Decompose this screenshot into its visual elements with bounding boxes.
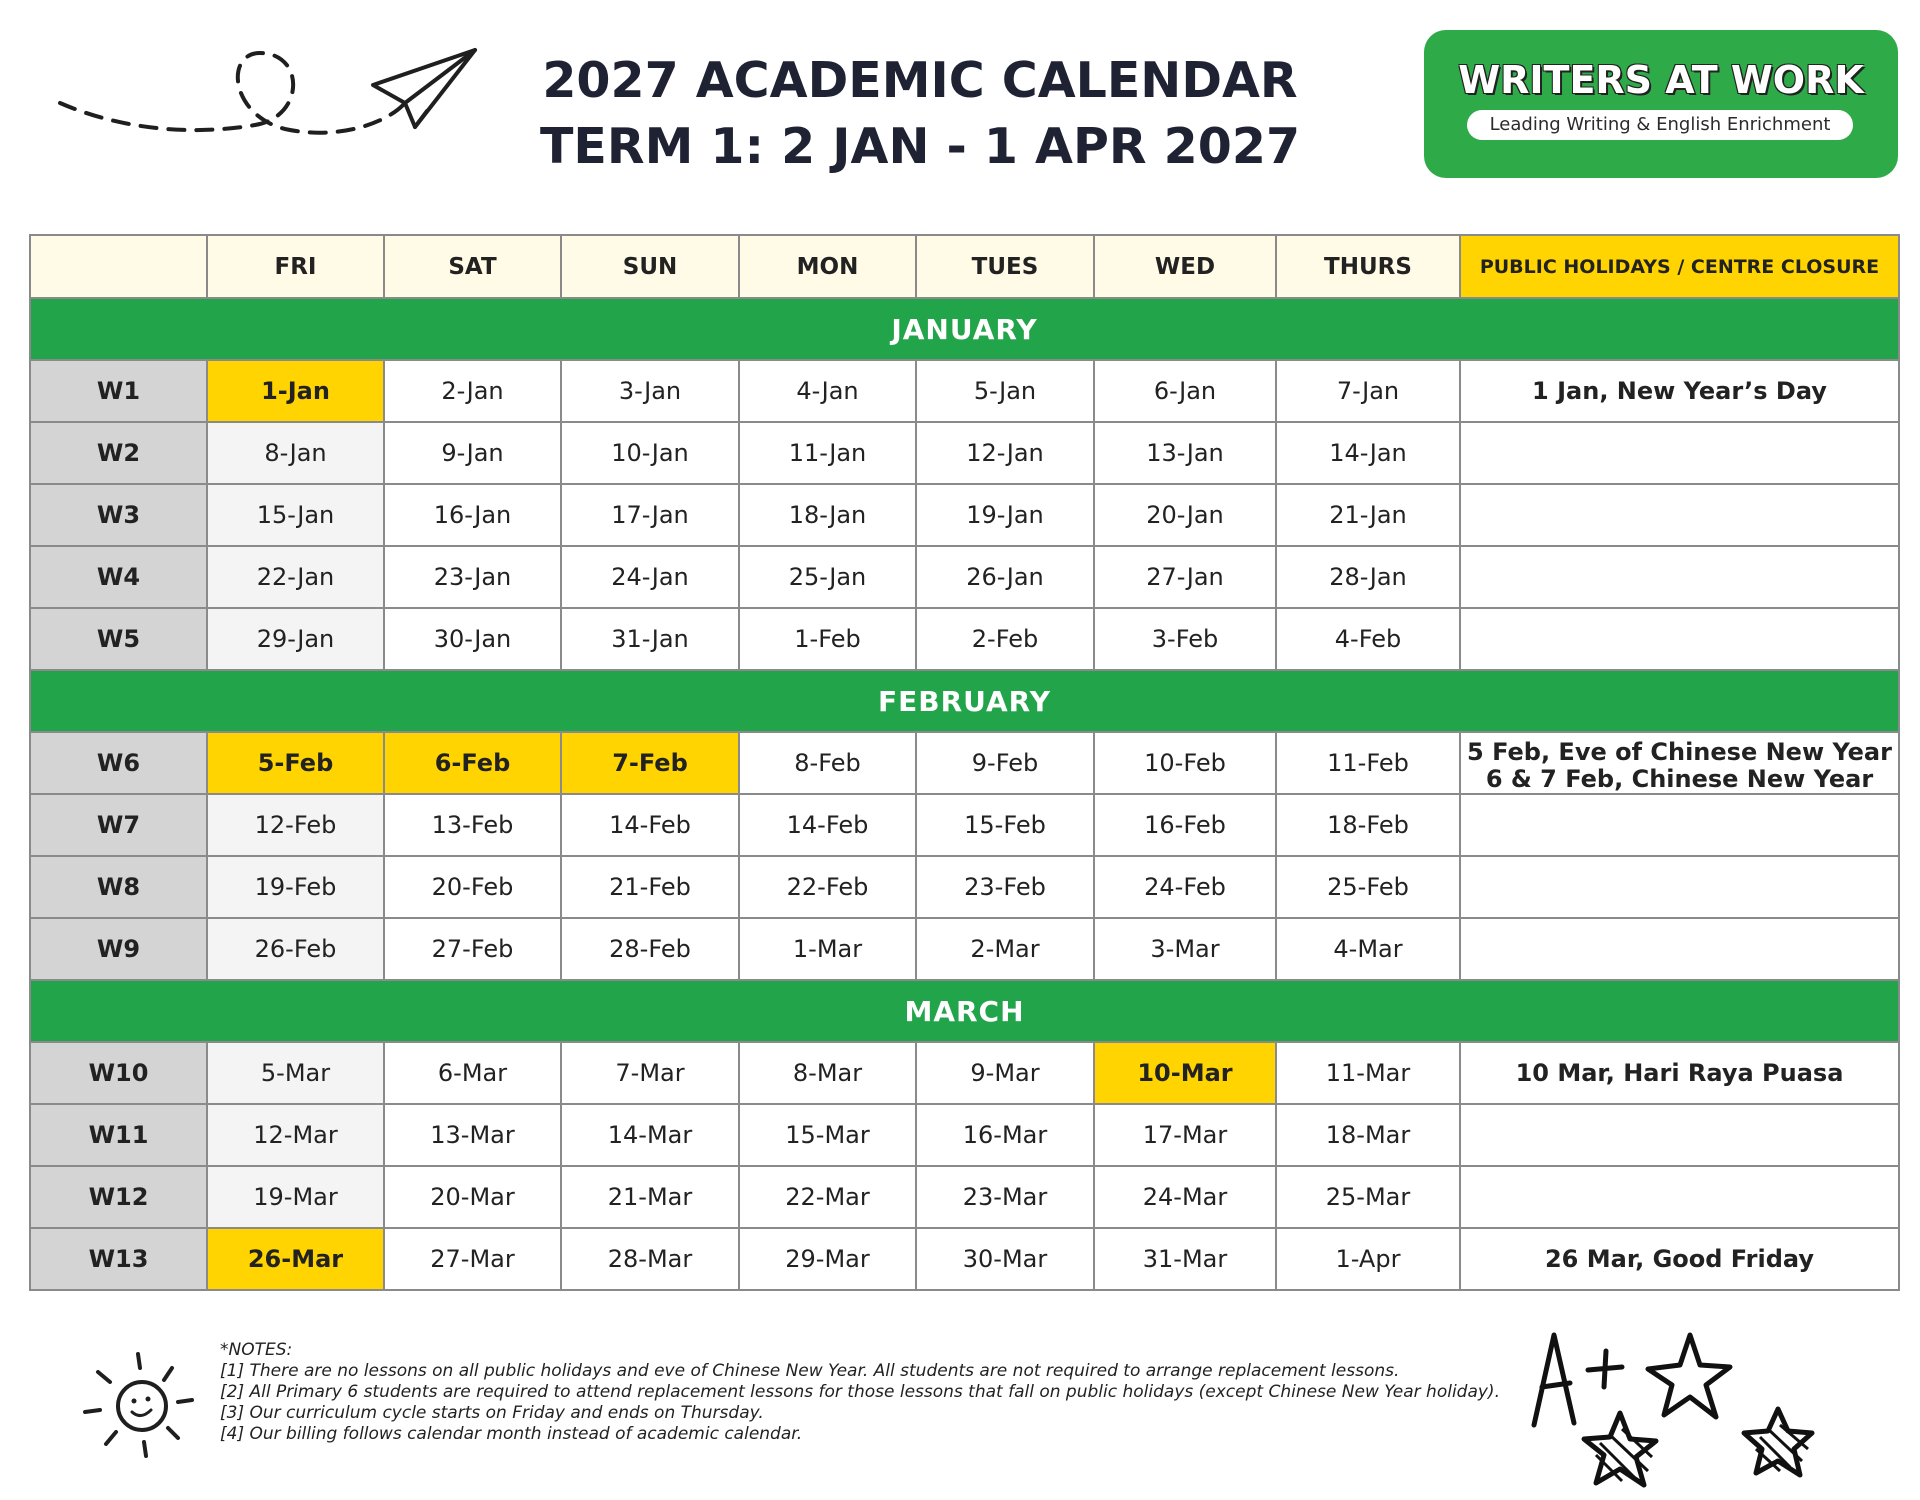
date-cell: 5-Jan bbox=[916, 360, 1094, 422]
calendar-table bbox=[29, 234, 1900, 1291]
header-day: SAT bbox=[384, 235, 561, 298]
date-cell: 30-Jan bbox=[384, 608, 561, 670]
holiday-note-cell bbox=[1460, 360, 1899, 422]
header-day: SUN bbox=[561, 235, 739, 298]
date-cell: 26-Jan bbox=[916, 546, 1094, 608]
date-cell: 20-Mar bbox=[384, 1166, 561, 1228]
date-cell: 28-Mar bbox=[561, 1228, 739, 1290]
title-line-2: TERM 1: 2 JAN - 1 APR 2027 bbox=[539, 118, 1301, 175]
date-cell: 10-Feb bbox=[1094, 732, 1276, 794]
date-cell: 16-Jan bbox=[384, 484, 561, 546]
week-row bbox=[30, 422, 1899, 484]
week-label: W11 bbox=[30, 1104, 207, 1166]
date-cell: 20-Jan bbox=[1094, 484, 1276, 546]
month-row bbox=[30, 980, 1899, 1042]
holiday-note: 26 Mar, Good Friday bbox=[1544, 1244, 1815, 1273]
date-cell: 20-Feb bbox=[384, 856, 561, 918]
week-row bbox=[30, 608, 1899, 670]
date-cell: 19-Feb bbox=[207, 856, 384, 918]
date-cell: 7-Jan bbox=[1276, 360, 1460, 422]
holiday-note: 10 Mar, Hari Raya Puasa bbox=[1515, 1058, 1844, 1087]
date-cell: 13-Jan bbox=[1094, 422, 1276, 484]
date-cell: 4-Feb bbox=[1276, 608, 1460, 670]
week-label: W13 bbox=[30, 1228, 207, 1290]
date-cell: 19-Jan bbox=[916, 484, 1094, 546]
holiday-note: 5 Feb, Eve of Chinese New Year bbox=[1467, 737, 1892, 766]
date-cell: 25-Mar bbox=[1276, 1166, 1460, 1228]
sun-icon bbox=[80, 1350, 200, 1460]
date-cell: 9-Jan bbox=[384, 422, 561, 484]
header-day: WED bbox=[1094, 235, 1276, 298]
holiday-note: 6 & 7 Feb, Chinese New Year bbox=[1485, 764, 1874, 793]
week-label: W8 bbox=[30, 856, 207, 918]
date-cell: 16-Mar bbox=[916, 1104, 1094, 1166]
holiday-date-cell: 7-Feb bbox=[561, 732, 739, 794]
month-label: JANUARY bbox=[30, 298, 1899, 360]
header-day: FRI bbox=[207, 235, 384, 298]
date-cell: 1-Apr bbox=[1276, 1228, 1460, 1290]
holiday-note-cell bbox=[1460, 794, 1899, 856]
date-cell: 6-Jan bbox=[1094, 360, 1276, 422]
date-cell: 27-Feb bbox=[384, 918, 561, 980]
logo-title: WRITERS AT WORK bbox=[1458, 58, 1864, 102]
holiday-note-cell bbox=[1460, 856, 1899, 918]
date-cell: 16-Feb bbox=[1094, 794, 1276, 856]
holiday-note-cell bbox=[1460, 484, 1899, 546]
date-cell: 30-Mar bbox=[916, 1228, 1094, 1290]
date-cell: 21-Feb bbox=[561, 856, 739, 918]
date-cell: 17-Jan bbox=[561, 484, 739, 546]
week-label: W3 bbox=[30, 484, 207, 546]
date-cell: 17-Mar bbox=[1094, 1104, 1276, 1166]
header-public-holidays: PUBLIC HOLIDAYS / CENTRE CLOSURE bbox=[1460, 235, 1899, 298]
date-cell: 3-Jan bbox=[561, 360, 739, 422]
week-label: W6 bbox=[30, 732, 207, 794]
month-label: MARCH bbox=[30, 980, 1899, 1042]
date-cell: 24-Feb bbox=[1094, 856, 1276, 918]
holiday-note-cell bbox=[1460, 918, 1899, 980]
week-label: W2 bbox=[30, 422, 207, 484]
date-cell: 3-Mar bbox=[1094, 918, 1276, 980]
date-cell: 4-Jan bbox=[739, 360, 916, 422]
week-label: W5 bbox=[30, 608, 207, 670]
date-cell: 9-Mar bbox=[916, 1042, 1094, 1104]
date-cell: 15-Jan bbox=[207, 484, 384, 546]
month-row bbox=[30, 670, 1899, 732]
week-label: W7 bbox=[30, 794, 207, 856]
logo bbox=[1424, 30, 1898, 178]
date-cell: 11-Feb bbox=[1276, 732, 1460, 794]
date-cell: 8-Feb bbox=[739, 732, 916, 794]
week-row bbox=[30, 360, 1899, 422]
header-day: MON bbox=[739, 235, 916, 298]
holiday-date-cell: 10-Mar bbox=[1094, 1042, 1276, 1104]
date-cell: 21-Jan bbox=[1276, 484, 1460, 546]
calendar-body bbox=[30, 298, 1899, 1290]
date-cell: 1-Mar bbox=[739, 918, 916, 980]
date-cell: 2-Jan bbox=[384, 360, 561, 422]
month-label: FEBRUARY bbox=[30, 670, 1899, 732]
note-line: [4] Our billing follows calendar month instead of academic calendar. bbox=[220, 1424, 803, 1444]
date-cell: 8-Jan bbox=[207, 422, 384, 484]
date-cell: 22-Feb bbox=[739, 856, 916, 918]
date-cell: 4-Mar bbox=[1276, 918, 1460, 980]
date-cell: 10-Jan bbox=[561, 422, 739, 484]
date-cell: 14-Mar bbox=[561, 1104, 739, 1166]
week-row bbox=[30, 1104, 1899, 1166]
holiday-note-cell bbox=[1460, 608, 1899, 670]
date-cell: 5-Mar bbox=[207, 1042, 384, 1104]
date-cell: 19-Mar bbox=[207, 1166, 384, 1228]
date-cell: 7-Mar bbox=[561, 1042, 739, 1104]
notes-block bbox=[220, 1340, 1500, 1445]
date-cell: 27-Jan bbox=[1094, 546, 1276, 608]
holiday-note-cell bbox=[1460, 546, 1899, 608]
date-cell: 25-Jan bbox=[739, 546, 916, 608]
date-cell: 14-Jan bbox=[1276, 422, 1460, 484]
week-label: W9 bbox=[30, 918, 207, 980]
date-cell: 31-Mar bbox=[1094, 1228, 1276, 1290]
holiday-note-cell bbox=[1460, 732, 1899, 794]
date-cell: 11-Mar bbox=[1276, 1042, 1460, 1104]
week-label: W12 bbox=[30, 1166, 207, 1228]
holiday-note-cell bbox=[1460, 422, 1899, 484]
header-row bbox=[30, 235, 1899, 298]
week-label: W1 bbox=[30, 360, 207, 422]
week-row bbox=[30, 918, 1899, 980]
date-cell: 12-Feb bbox=[207, 794, 384, 856]
date-cell: 24-Mar bbox=[1094, 1166, 1276, 1228]
date-cell: 23-Feb bbox=[916, 856, 1094, 918]
logo-tagline: Leading Writing & English Enrichment bbox=[1467, 110, 1853, 140]
holiday-note-cell bbox=[1460, 1042, 1899, 1104]
header-day: THURS bbox=[1276, 235, 1460, 298]
week-label: W4 bbox=[30, 546, 207, 608]
date-cell: 12-Mar bbox=[207, 1104, 384, 1166]
holiday-date-cell: 5-Feb bbox=[207, 732, 384, 794]
date-cell: 22-Jan bbox=[207, 546, 384, 608]
date-cell: 12-Jan bbox=[916, 422, 1094, 484]
date-cell: 28-Jan bbox=[1276, 546, 1460, 608]
date-cell: 26-Feb bbox=[207, 918, 384, 980]
holiday-note-cell bbox=[1460, 1104, 1899, 1166]
notes-heading: *NOTES: bbox=[220, 1340, 293, 1360]
page-title bbox=[450, 48, 1390, 180]
title-line-1: 2027 ACADEMIC CALENDAR bbox=[542, 52, 1298, 109]
note-line: [3] Our curriculum cycle starts on Friday and ends on Thursday. bbox=[220, 1403, 764, 1423]
holiday-note-cell bbox=[1460, 1228, 1899, 1290]
week-row bbox=[30, 546, 1899, 608]
date-cell: 2-Mar bbox=[916, 918, 1094, 980]
date-cell: 8-Mar bbox=[739, 1042, 916, 1104]
date-cell: 2-Feb bbox=[916, 608, 1094, 670]
note-line: [2] All Primary 6 students are required to attend replacement lessons for those lessons that fall on public holidays (except Chinese New Year holiday). bbox=[220, 1382, 1500, 1402]
week-row bbox=[30, 1166, 1899, 1228]
date-cell: 15-Feb bbox=[916, 794, 1094, 856]
date-cell: 9-Feb bbox=[916, 732, 1094, 794]
date-cell: 18-Feb bbox=[1276, 794, 1460, 856]
date-cell: 31-Jan bbox=[561, 608, 739, 670]
header-day: TUES bbox=[916, 235, 1094, 298]
date-cell: 11-Jan bbox=[739, 422, 916, 484]
month-row bbox=[30, 298, 1899, 360]
header-blank bbox=[30, 235, 207, 298]
holiday-note: 1 Jan, New Year’s Day bbox=[1532, 376, 1827, 405]
date-cell: 27-Mar bbox=[384, 1228, 561, 1290]
date-cell: 22-Mar bbox=[739, 1166, 916, 1228]
paper-plane-icon bbox=[55, 45, 485, 145]
week-row bbox=[30, 1042, 1899, 1104]
holiday-date-cell: 6-Feb bbox=[384, 732, 561, 794]
date-cell: 29-Mar bbox=[739, 1228, 916, 1290]
week-row bbox=[30, 856, 1899, 918]
date-cell: 1-Feb bbox=[739, 608, 916, 670]
date-cell: 14-Feb bbox=[561, 794, 739, 856]
holiday-note-cell bbox=[1460, 1166, 1899, 1228]
holiday-date-cell: 26-Mar bbox=[207, 1228, 384, 1290]
date-cell: 14-Feb bbox=[739, 794, 916, 856]
week-row bbox=[30, 732, 1899, 794]
date-cell: 18-Mar bbox=[1276, 1104, 1460, 1166]
note-line: [1] There are no lessons on all public holidays and eve of Chinese New Year. All students are not required to arrange replacement lessons. bbox=[220, 1361, 1400, 1381]
date-cell: 3-Feb bbox=[1094, 608, 1276, 670]
date-cell: 24-Jan bbox=[561, 546, 739, 608]
date-cell: 29-Jan bbox=[207, 608, 384, 670]
week-row bbox=[30, 1228, 1899, 1290]
date-cell: 18-Jan bbox=[739, 484, 916, 546]
date-cell: 6-Mar bbox=[384, 1042, 561, 1104]
date-cell: 23-Jan bbox=[384, 546, 561, 608]
week-label: W10 bbox=[30, 1042, 207, 1104]
date-cell: 13-Feb bbox=[384, 794, 561, 856]
week-row bbox=[30, 484, 1899, 546]
date-cell: 21-Mar bbox=[561, 1166, 739, 1228]
holiday-date-cell: 1-Jan bbox=[207, 360, 384, 422]
date-cell: 28-Feb bbox=[561, 918, 739, 980]
date-cell: 23-Mar bbox=[916, 1166, 1094, 1228]
date-cell: 25-Feb bbox=[1276, 856, 1460, 918]
a-plus-stars-icon bbox=[1530, 1325, 1840, 1495]
date-cell: 13-Mar bbox=[384, 1104, 561, 1166]
week-row bbox=[30, 794, 1899, 856]
date-cell: 15-Mar bbox=[739, 1104, 916, 1166]
